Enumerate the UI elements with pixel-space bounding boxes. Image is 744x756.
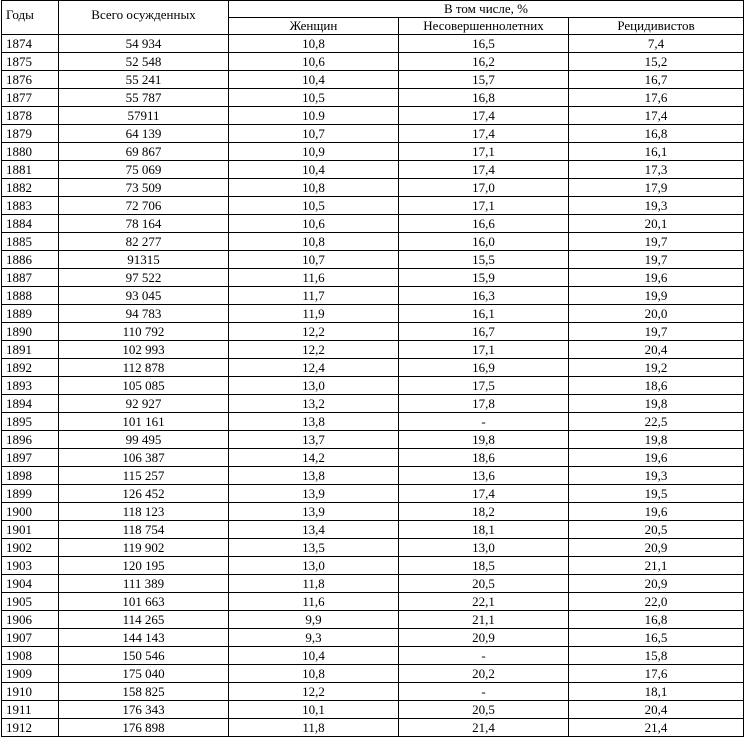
cell-women: 13,5: [229, 539, 399, 557]
table-row: [2, 107, 744, 125]
cell-total-convicted: 158 825: [59, 683, 229, 701]
cell-recidivists: 19,6: [569, 449, 744, 467]
cell-minors: 17,1: [399, 341, 569, 359]
cell-women: 13,8: [229, 413, 399, 431]
cell-year: 1884: [2, 215, 59, 233]
cell-year: 1877: [2, 89, 59, 107]
cell-year: 1882: [2, 179, 59, 197]
table-row: [2, 215, 744, 233]
table-row: [2, 503, 744, 521]
cell-year: 1903: [2, 557, 59, 575]
table-row: [2, 89, 744, 107]
cell-minors: 17,1: [399, 143, 569, 161]
table-row: [2, 197, 744, 215]
cell-women: 10,7: [229, 125, 399, 143]
cell-total-convicted: 91315: [59, 251, 229, 269]
cell-minors: 16,2: [399, 53, 569, 71]
cell-recidivists: 19,8: [569, 431, 744, 449]
cell-minors: 17,8: [399, 395, 569, 413]
table-row: [2, 431, 744, 449]
cell-minors: 20,5: [399, 701, 569, 719]
cell-minors: 16,6: [399, 215, 569, 233]
cell-year: 1878: [2, 107, 59, 125]
cell-recidivists: 18,6: [569, 377, 744, 395]
table-row: [2, 539, 744, 557]
cell-total-convicted: 75 069: [59, 161, 229, 179]
cell-women: 10,8: [229, 233, 399, 251]
cell-recidivists: 19,7: [569, 323, 744, 341]
cell-recidivists: 7,4: [569, 35, 744, 53]
cell-total-convicted: 64 139: [59, 125, 229, 143]
cell-total-convicted: 69 867: [59, 143, 229, 161]
cell-minors: 18,2: [399, 503, 569, 521]
cell-year: 1892: [2, 359, 59, 377]
cell-recidivists: 19,3: [569, 197, 744, 215]
cell-recidivists: 20,4: [569, 341, 744, 359]
cell-total-convicted: 105 085: [59, 377, 229, 395]
cell-women: 10,5: [229, 197, 399, 215]
cell-year: 1900: [2, 503, 59, 521]
cell-minors: 17,1: [399, 197, 569, 215]
cell-women: 10,6: [229, 53, 399, 71]
cell-recidivists: 19,3: [569, 467, 744, 485]
cell-minors: 18,5: [399, 557, 569, 575]
cell-women: 10,7: [229, 251, 399, 269]
cell-total-convicted: 54 934: [59, 35, 229, 53]
table-row: [2, 683, 744, 701]
header-minors: Несовершеннолетних: [399, 18, 569, 35]
cell-total-convicted: 114 265: [59, 611, 229, 629]
cell-women: 12,2: [229, 683, 399, 701]
cell-minors: 17,4: [399, 107, 569, 125]
cell-recidivists: 22,0: [569, 593, 744, 611]
table-row: [2, 701, 744, 719]
cell-recidivists: 17,6: [569, 665, 744, 683]
table-row: [2, 233, 744, 251]
cell-minors: 22,1: [399, 593, 569, 611]
cell-total-convicted: 94 783: [59, 305, 229, 323]
cell-women: 13,8: [229, 467, 399, 485]
cell-recidivists: 17,9: [569, 179, 744, 197]
cell-total-convicted: 115 257: [59, 467, 229, 485]
cell-women: 10,5: [229, 89, 399, 107]
cell-women: 13,2: [229, 395, 399, 413]
cell-minors: 16,7: [399, 323, 569, 341]
cell-women: 13,0: [229, 377, 399, 395]
cell-minors: 17,4: [399, 161, 569, 179]
cell-recidivists: 17,3: [569, 161, 744, 179]
cell-minors: 13,0: [399, 539, 569, 557]
cell-total-convicted: 119 902: [59, 539, 229, 557]
cell-year: 1889: [2, 305, 59, 323]
cell-recidivists: 19,5: [569, 485, 744, 503]
cell-year: 1910: [2, 683, 59, 701]
cell-recidivists: 19,7: [569, 251, 744, 269]
cell-minors: -: [399, 683, 569, 701]
header-including-percent: В том числе, %: [229, 1, 744, 18]
cell-year: 1908: [2, 647, 59, 665]
cell-total-convicted: 73 509: [59, 179, 229, 197]
cell-recidivists: 22,5: [569, 413, 744, 431]
table-row: [2, 467, 744, 485]
cell-recidivists: 17,4: [569, 107, 744, 125]
cell-women: 11,6: [229, 269, 399, 287]
cell-year: 1876: [2, 71, 59, 89]
cell-year: 1899: [2, 485, 59, 503]
cell-recidivists: 20,9: [569, 539, 744, 557]
cell-minors: 20,9: [399, 629, 569, 647]
cell-recidivists: 21,4: [569, 719, 744, 737]
cell-minors: 18,1: [399, 521, 569, 539]
cell-minors: 16,5: [399, 35, 569, 53]
cell-minors: 16,8: [399, 89, 569, 107]
cell-total-convicted: 176 898: [59, 719, 229, 737]
cell-total-convicted: 101 161: [59, 413, 229, 431]
cell-minors: 15,9: [399, 269, 569, 287]
cell-total-convicted: 92 927: [59, 395, 229, 413]
cell-women: 12,2: [229, 323, 399, 341]
cell-year: 1879: [2, 125, 59, 143]
cell-year: 1875: [2, 53, 59, 71]
cell-women: 14,2: [229, 449, 399, 467]
table-row: [2, 71, 744, 89]
table-row: [2, 719, 744, 737]
cell-recidivists: 17,6: [569, 89, 744, 107]
cell-total-convicted: 106 387: [59, 449, 229, 467]
cell-minors: -: [399, 647, 569, 665]
cell-total-convicted: 57911: [59, 107, 229, 125]
cell-women: 11,8: [229, 719, 399, 737]
cell-year: 1906: [2, 611, 59, 629]
cell-total-convicted: 126 452: [59, 485, 229, 503]
cell-year: 1907: [2, 629, 59, 647]
cell-year: 1912: [2, 719, 59, 737]
cell-recidivists: 15,2: [569, 53, 744, 71]
cell-women: 10,4: [229, 161, 399, 179]
cell-year: 1905: [2, 593, 59, 611]
cell-women: 13,9: [229, 485, 399, 503]
cell-year: 1904: [2, 575, 59, 593]
cell-total-convicted: 93 045: [59, 287, 229, 305]
cell-year: 1894: [2, 395, 59, 413]
table-row: [2, 179, 744, 197]
cell-women: 13,4: [229, 521, 399, 539]
cell-recidivists: 20,1: [569, 215, 744, 233]
table-row: [2, 143, 744, 161]
cell-minors: 17,4: [399, 485, 569, 503]
cell-total-convicted: 144 143: [59, 629, 229, 647]
cell-total-convicted: 110 792: [59, 323, 229, 341]
cell-year: 1886: [2, 251, 59, 269]
table-row: [2, 395, 744, 413]
cell-women: 11,8: [229, 575, 399, 593]
cell-women: 13,9: [229, 503, 399, 521]
cell-minors: 21,4: [399, 719, 569, 737]
cell-women: 10,8: [229, 179, 399, 197]
cell-total-convicted: 118 754: [59, 521, 229, 539]
cell-recidivists: 18,1: [569, 683, 744, 701]
table-row: [2, 413, 744, 431]
cell-minors: 17,4: [399, 125, 569, 143]
cell-total-convicted: 72 706: [59, 197, 229, 215]
cell-recidivists: 21,1: [569, 557, 744, 575]
cell-minors: 16,3: [399, 287, 569, 305]
cell-year: 1888: [2, 287, 59, 305]
header-row-top: [2, 1, 744, 18]
cell-minors: 16,9: [399, 359, 569, 377]
cell-year: 1874: [2, 35, 59, 53]
header-years: Годы: [2, 1, 59, 35]
cell-minors: 15,7: [399, 71, 569, 89]
cell-minors: 21,1: [399, 611, 569, 629]
cell-year: 1895: [2, 413, 59, 431]
table-row: [2, 35, 744, 53]
cell-minors: 20,2: [399, 665, 569, 683]
cell-year: 1887: [2, 269, 59, 287]
cell-minors: 20,5: [399, 575, 569, 593]
table-row: [2, 575, 744, 593]
cell-recidivists: 19,6: [569, 503, 744, 521]
cell-recidivists: 20,9: [569, 575, 744, 593]
cell-year: 1901: [2, 521, 59, 539]
cell-minors: 18,6: [399, 449, 569, 467]
cell-total-convicted: 101 663: [59, 593, 229, 611]
cell-total-convicted: 97 522: [59, 269, 229, 287]
table-row: [2, 557, 744, 575]
cell-year: 1890: [2, 323, 59, 341]
table-row: [2, 161, 744, 179]
cell-total-convicted: 78 164: [59, 215, 229, 233]
header-total-convicted: Всего осужденных: [59, 1, 229, 35]
cell-recidivists: 16,8: [569, 611, 744, 629]
cell-recidivists: 16,8: [569, 125, 744, 143]
cell-women: 11,9: [229, 305, 399, 323]
cell-year: 1893: [2, 377, 59, 395]
table-row: [2, 359, 744, 377]
cell-total-convicted: 82 277: [59, 233, 229, 251]
cell-recidivists: 19,6: [569, 269, 744, 287]
cell-women: 12,2: [229, 341, 399, 359]
cell-year: 1883: [2, 197, 59, 215]
cell-women: 10,4: [229, 71, 399, 89]
table-row: [2, 125, 744, 143]
cell-women: 10,4: [229, 647, 399, 665]
cell-recidivists: 20,4: [569, 701, 744, 719]
cell-year: 1896: [2, 431, 59, 449]
table-row: [2, 323, 744, 341]
cell-total-convicted: 176 343: [59, 701, 229, 719]
table-row: [2, 611, 744, 629]
cell-minors: 16,1: [399, 305, 569, 323]
cell-total-convicted: 112 878: [59, 359, 229, 377]
table-row: [2, 629, 744, 647]
cell-year: 1880: [2, 143, 59, 161]
table-row: [2, 377, 744, 395]
cell-women: 13,7: [229, 431, 399, 449]
cell-recidivists: 16,7: [569, 71, 744, 89]
cell-minors: 16,0: [399, 233, 569, 251]
cell-women: 10.9: [229, 107, 399, 125]
cell-women: 11,6: [229, 593, 399, 611]
cell-women: 10,6: [229, 215, 399, 233]
cell-year: 1898: [2, 467, 59, 485]
table-row: [2, 521, 744, 539]
cell-year: 1885: [2, 233, 59, 251]
cell-total-convicted: 175 040: [59, 665, 229, 683]
cell-recidivists: 19,9: [569, 287, 744, 305]
cell-minors: 17,5: [399, 377, 569, 395]
cell-year: 1902: [2, 539, 59, 557]
cell-recidivists: 20,0: [569, 305, 744, 323]
cell-total-convicted: 99 495: [59, 431, 229, 449]
cell-total-convicted: 52 548: [59, 53, 229, 71]
table-row: [2, 593, 744, 611]
cell-year: 1909: [2, 665, 59, 683]
cell-total-convicted: 55 787: [59, 89, 229, 107]
cell-total-convicted: 120 195: [59, 557, 229, 575]
cell-minors: 17,0: [399, 179, 569, 197]
table-row: [2, 449, 744, 467]
table-row: [2, 305, 744, 323]
cell-minors: 19,8: [399, 431, 569, 449]
cell-women: 10,1: [229, 701, 399, 719]
table-row: [2, 485, 744, 503]
cell-recidivists: 19,2: [569, 359, 744, 377]
header-recidivists: Рецидивистов: [569, 18, 744, 35]
cell-recidivists: 19,7: [569, 233, 744, 251]
cell-recidivists: 19,8: [569, 395, 744, 413]
table-row: [2, 287, 744, 305]
cell-total-convicted: 55 241: [59, 71, 229, 89]
cell-recidivists: 16,1: [569, 143, 744, 161]
cell-minors: -: [399, 413, 569, 431]
cell-total-convicted: 102 993: [59, 341, 229, 359]
cell-year: 1881: [2, 161, 59, 179]
cell-minors: 13,6: [399, 467, 569, 485]
cell-recidivists: 16,5: [569, 629, 744, 647]
table-row: [2, 269, 744, 287]
header-women: Женщин: [229, 18, 399, 35]
cell-women: 11,7: [229, 287, 399, 305]
cell-total-convicted: 150 546: [59, 647, 229, 665]
cell-year: 1911: [2, 701, 59, 719]
table-row: [2, 53, 744, 71]
cell-total-convicted: 111 389: [59, 575, 229, 593]
cell-women: 10,8: [229, 665, 399, 683]
cell-year: 1897: [2, 449, 59, 467]
cell-women: 10,9: [229, 143, 399, 161]
cell-women: 9,9: [229, 611, 399, 629]
table-body: [2, 35, 744, 737]
table-row: [2, 647, 744, 665]
cell-total-convicted: 118 123: [59, 503, 229, 521]
cell-year: 1891: [2, 341, 59, 359]
cell-recidivists: 15,8: [569, 647, 744, 665]
cell-women: 10,8: [229, 35, 399, 53]
table-row: [2, 251, 744, 269]
table-row: [2, 341, 744, 359]
table-row: [2, 665, 744, 683]
convictions-table: [1, 0, 744, 737]
cell-recidivists: 20,5: [569, 521, 744, 539]
cell-women: 9,3: [229, 629, 399, 647]
cell-women: 12,4: [229, 359, 399, 377]
cell-minors: 15,5: [399, 251, 569, 269]
cell-women: 13,0: [229, 557, 399, 575]
